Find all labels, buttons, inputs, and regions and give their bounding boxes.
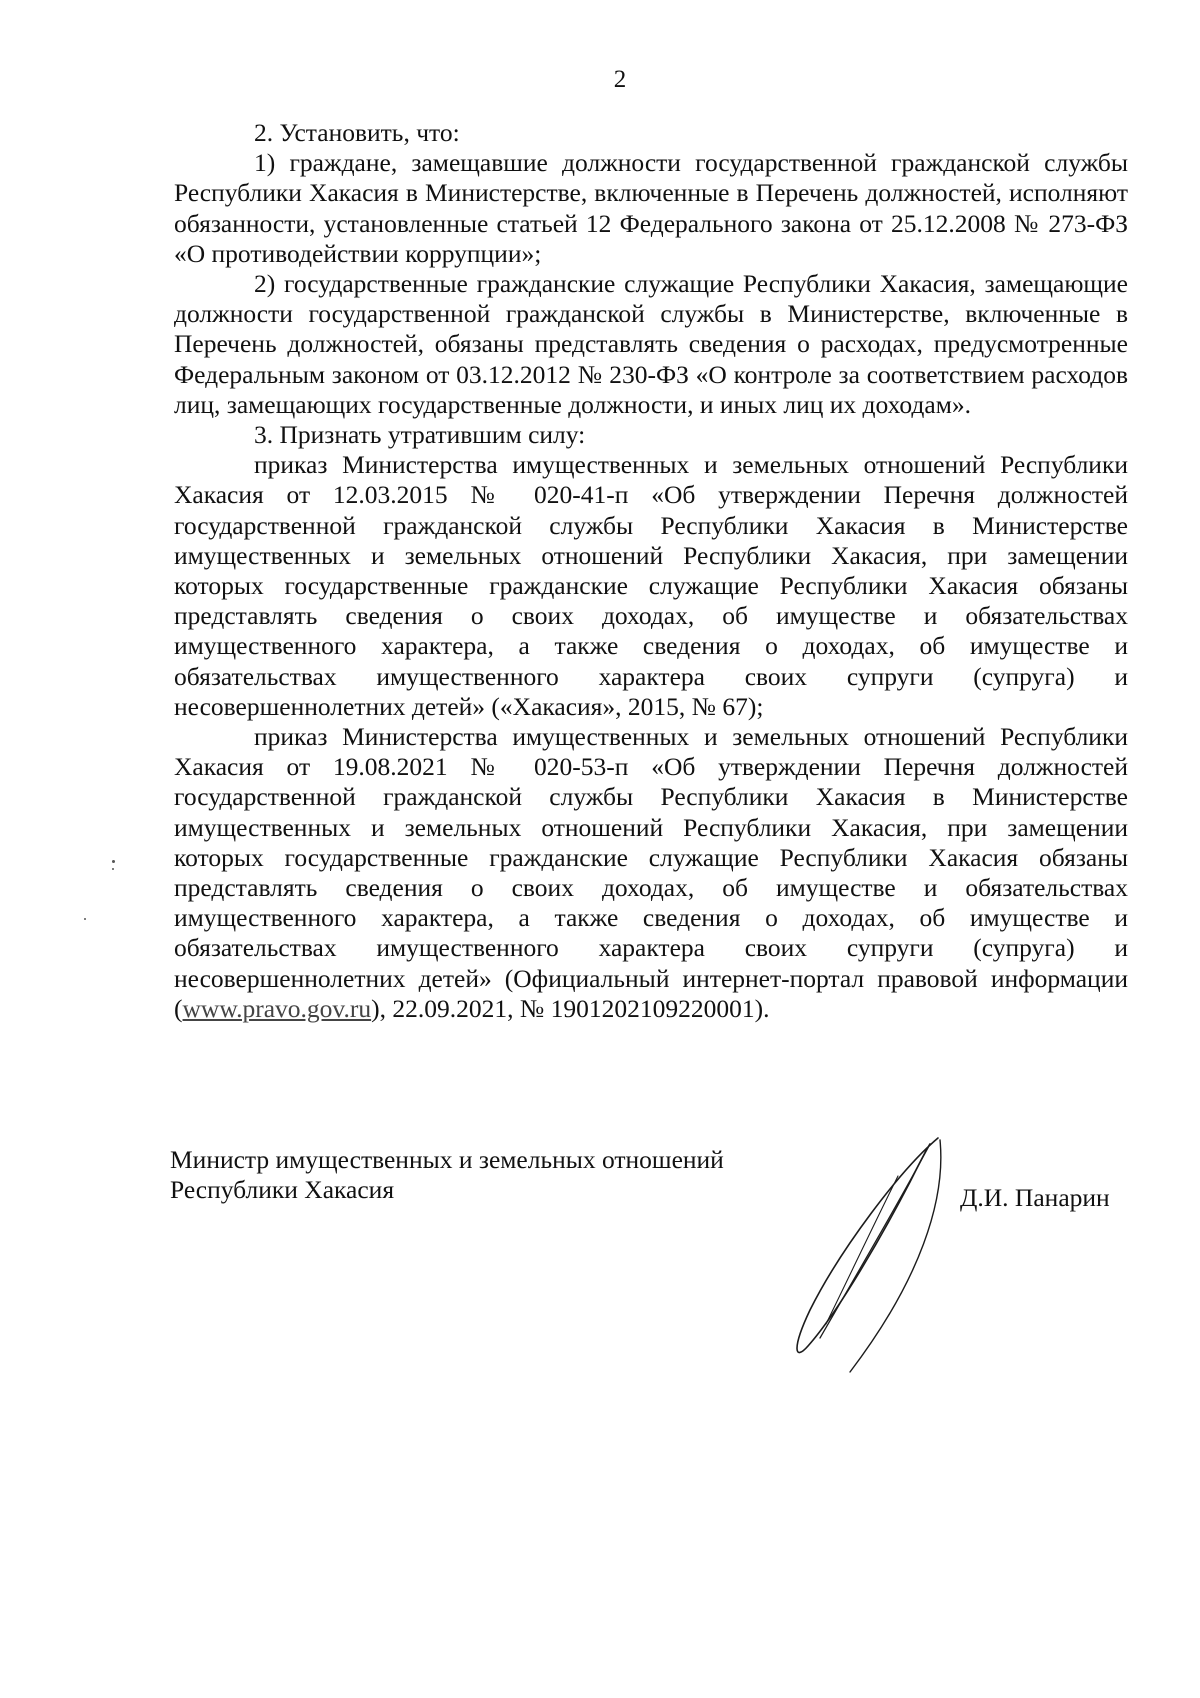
paragraph-item-2: 2. Установить, что:	[254, 118, 460, 147]
paragraph-subitem-2: 2) государственные гражданские служащие Республики Хакасия, замещающие должности государственной гражданской службы в Министерстве, включенные в Перечень должностей, обязаны представлять сведения о расходах, предусмотренные Федеральным законом от 03.12.2012 № 230-ФЗ «О контроле за соответствием расходов лиц, замещающих государственные должности, и иных лиц их доходам».	[174, 269, 1128, 419]
order-2-text: приказ Министерства имущественных и земельных отношений Республики Хакасия от 19.08.2021 № 020-53-п «Об утверждении Перечня должностей государственной гражданской службы Республики Хакасия в Министерстве имущественных и земельных отношений Республики Хакасия, при замещении которых государственные гражданские служащие Республики Хакасия обязаны представлять сведения о своих доходах, об имуществе и обязательствах имущественного характера, а также сведения о доходах, об имуществе и обязательствах имущественного характера своих супруги (супруга) и несовершеннолетних детей» (Официальный интернет-портал правовой информации (	[174, 722, 1128, 1023]
handwritten-signature	[780, 1110, 980, 1375]
signer-position-line-1: Министр имущественных и земельных отношений	[170, 1145, 724, 1174]
scan-artifact-dot	[112, 868, 114, 870]
signer-name: Д.И. Панарин	[960, 1183, 1110, 1212]
scan-artifact-dot	[84, 918, 86, 920]
paragraph-repealed-order-1: приказ Министерства имущественных и земельных отношений Республики Хакасия от 12.03.2015 № 020-41-п «Об утверждении Перечня должностей государственной гражданской службы Республики Хакасия в Министерстве имущественных и земельных отношений Республики Хакасия, при замещении которых государственные гражданские служащие Республики Хакасия обязаны представлять сведения о своих доходах, об имуществе и обязательствах имущественного характера, а также сведения о доходах, об имуществе и обязательствах имущественного характера своих супруги (супруга) и несовершеннолетних детей» («Хакасия», 2015, № 67);	[174, 450, 1128, 721]
document-body	[174, 118, 1128, 1024]
order-2-tail: ), 22.09.2021, № 1901202109220001).	[371, 993, 770, 1023]
paragraph-subitem-1: 1) граждане, замещавшие должности государственной гражданской службы Республики Хакасия в Министерстве, включенные в Перечень должностей, исполняют обязанности, установленные статьей 12 Федерального закона от 25.12.2008 № 273-ФЗ «О противодействии коррупции»;	[174, 148, 1128, 268]
pravo-gov-link[interactable]: www.pravo.gov.ru	[182, 993, 372, 1023]
paragraph-item-3: 3. Признать утратившим силу:	[254, 420, 586, 450]
scan-artifact-dot	[112, 860, 115, 863]
signer-position-line-2: Республики Хакасия	[170, 1175, 395, 1204]
signer-position	[170, 1145, 724, 1205]
paragraph-repealed-order-2	[174, 722, 1128, 1024]
page-number: 2	[613, 66, 627, 93]
